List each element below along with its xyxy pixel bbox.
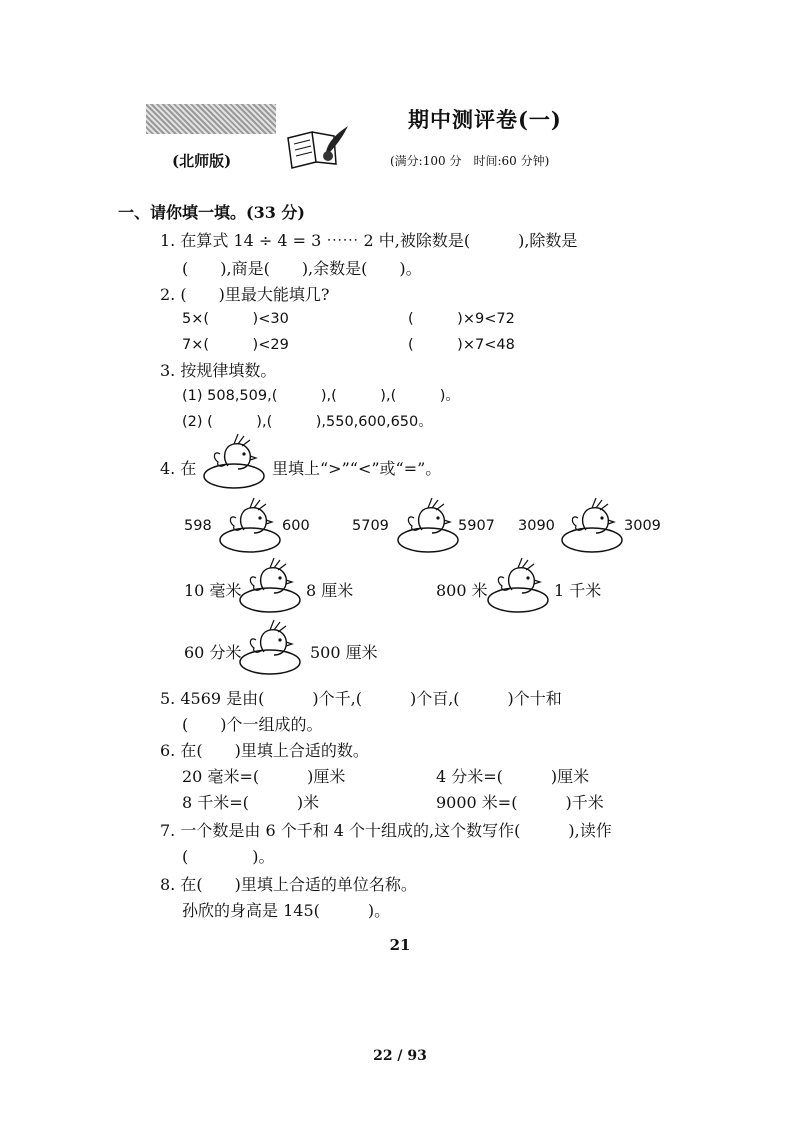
decorative-banner bbox=[146, 104, 276, 134]
q4-item1-left: 598 bbox=[184, 518, 212, 534]
q8-a: 孙欣的身高是 145( )。 bbox=[182, 901, 391, 920]
q6-a: 20 毫米=( )厘米 bbox=[182, 767, 346, 786]
q4-item3-left: 3090 bbox=[518, 518, 555, 534]
q2-prompt: 2. ( )里最大能填几? bbox=[160, 285, 330, 304]
page-title: 期中测评卷(一) bbox=[408, 107, 562, 132]
q3-prompt: 3. 按规律填数。 bbox=[160, 361, 277, 380]
q6-b: 4 分米=( )厘米 bbox=[436, 767, 590, 786]
bird-oval-icon bbox=[234, 556, 314, 616]
bird-oval-icon bbox=[234, 618, 314, 678]
q4-item5-left: 800 米 bbox=[436, 581, 488, 600]
q5-line2: ( )个一组成的。 bbox=[182, 715, 323, 734]
bird-oval-icon bbox=[482, 556, 562, 616]
q4-item5-right: 1 千米 bbox=[554, 581, 602, 600]
q2-d: ( )×7<48 bbox=[408, 337, 515, 353]
edition-label: (北师版) bbox=[172, 152, 232, 170]
q7-line1: 7. 一个数是由 6 个千和 4 个十组成的,这个数写作( ),读作 bbox=[160, 821, 612, 840]
q4-suffix: 里填上“>”“<”或“=”。 bbox=[272, 459, 442, 478]
q4-item1-right: 600 bbox=[282, 518, 310, 534]
q7-line2: ( )。 bbox=[182, 847, 275, 866]
section-heading: 一、请你填一填。(33 分) bbox=[118, 203, 305, 222]
q3-b: (2) ( ),( ),550,600,650。 bbox=[182, 414, 433, 430]
q4-item4-left: 10 毫米 bbox=[184, 581, 242, 600]
q6-d: 9000 米=( )千米 bbox=[436, 793, 604, 812]
q4-item2-right: 5907 bbox=[458, 518, 495, 534]
q4-item4-right: 8 厘米 bbox=[306, 581, 354, 600]
q4-item6-right: 500 厘米 bbox=[310, 643, 378, 662]
q1-line1: 1. 在算式 14 ÷ 4 = 3 ⋯⋯ 2 中,被除数是( ),除数是 bbox=[160, 231, 578, 250]
q8-prompt: 8. 在( )里填上合适的单位名称。 bbox=[160, 875, 417, 894]
q4-item6-left: 60 分米 bbox=[184, 643, 242, 662]
page-number: 21 bbox=[389, 936, 411, 954]
bird-oval-icon bbox=[198, 432, 278, 492]
q4-item2-left: 5709 bbox=[352, 518, 389, 534]
q2-c: 7×( )<29 bbox=[182, 337, 289, 353]
pager: 22 / 93 bbox=[373, 1048, 427, 1064]
book-quill-icon bbox=[282, 122, 354, 170]
exam-meta: (满分:100 分 时间:60 分钟) bbox=[390, 154, 550, 168]
q4-item3-right: 3009 bbox=[624, 518, 661, 534]
q2-a: 5×( )<30 bbox=[182, 311, 289, 327]
q6-c: 8 千米=( )米 bbox=[182, 793, 320, 812]
q6-prompt: 6. 在( )里填上合适的数。 bbox=[160, 741, 369, 760]
q2-b: ( )×9<72 bbox=[408, 311, 515, 327]
q4-prefix: 4. 在 bbox=[160, 459, 197, 478]
q3-a: (1) 508,509,( ),( ),( )。 bbox=[182, 388, 460, 404]
q1-line2: ( ),商是( ),余数是( )。 bbox=[182, 259, 422, 278]
q5-line1: 5. 4569 是由( )个千,( )个百,( )个十和 bbox=[160, 689, 562, 708]
